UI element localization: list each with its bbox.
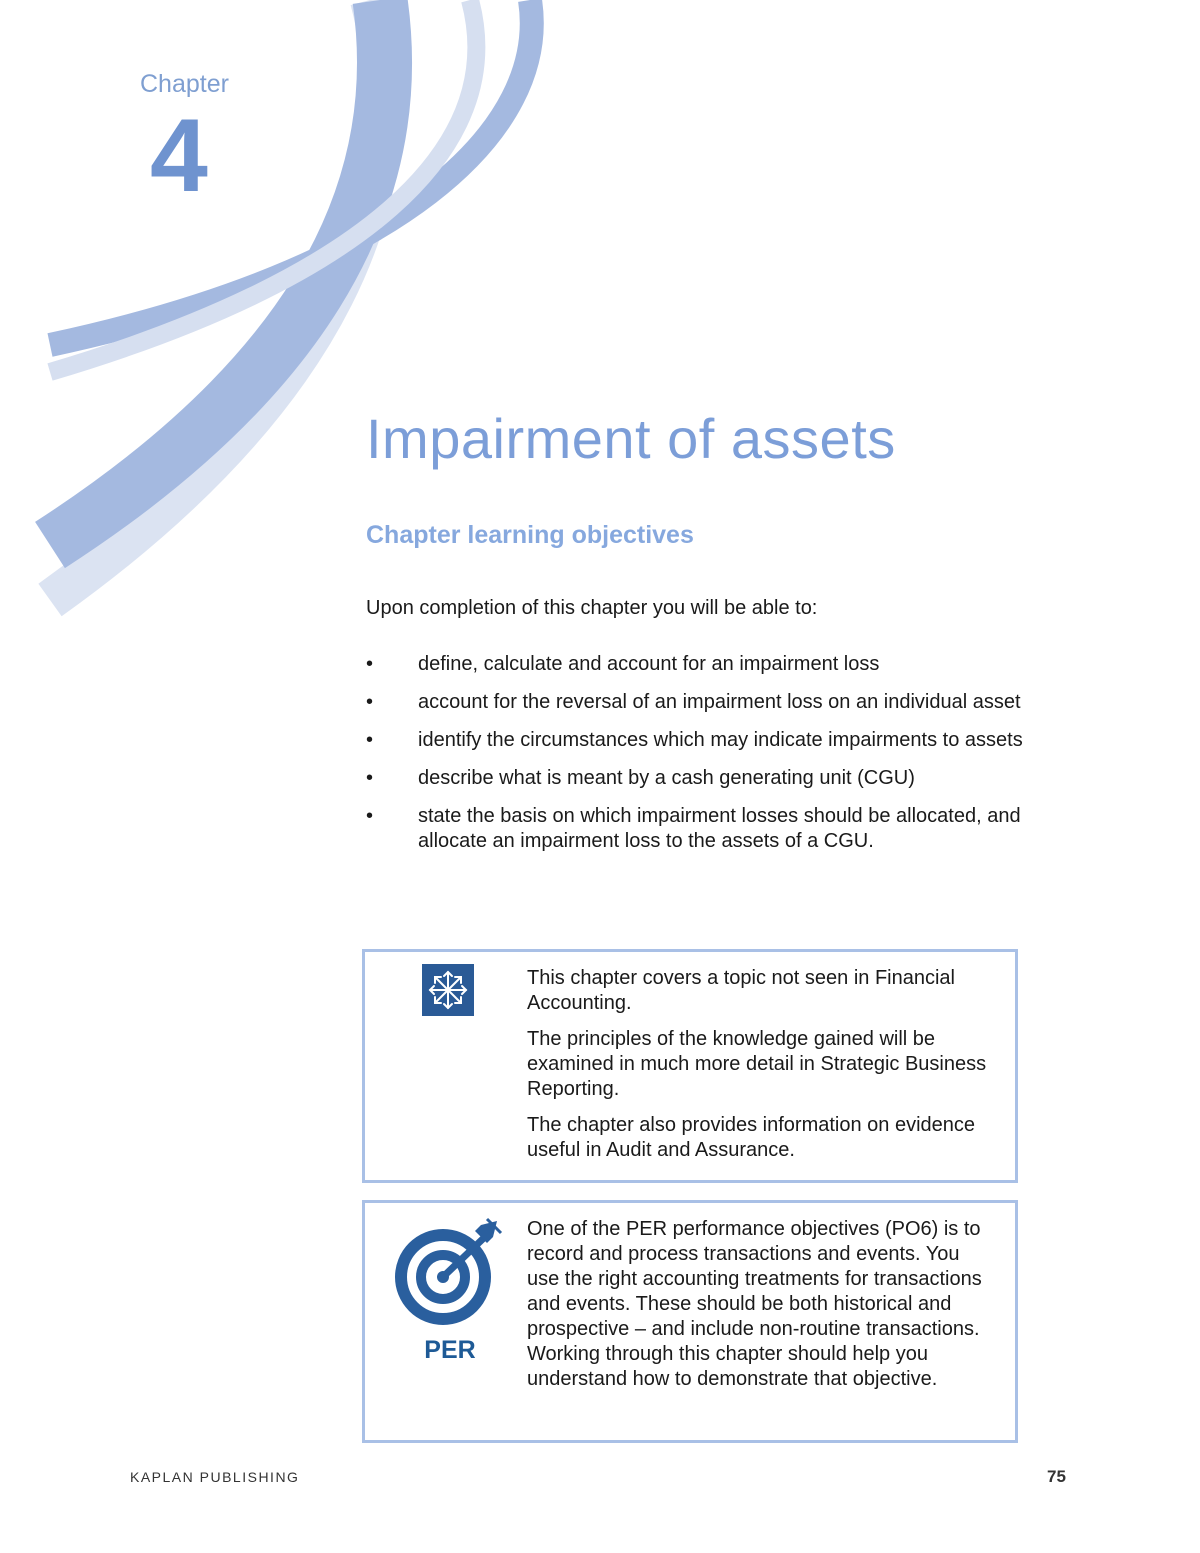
list-item <box>366 804 1026 854</box>
bullet: • <box>366 653 374 675</box>
info-box-text <box>527 966 997 1174</box>
objective-text: identify the circumstances which may indicate impairments to assets <box>418 729 1023 751</box>
per-badge <box>395 1217 505 1365</box>
objective-text: define, calculate and account for an impairment loss <box>418 653 880 675</box>
info-box <box>362 949 1018 1183</box>
per-label: PER <box>424 1336 476 1364</box>
list-item <box>366 690 1026 715</box>
bullet: • <box>366 729 374 751</box>
objective-text: account for the reversal of an impairment loss on an individual asset <box>418 691 1021 713</box>
intro-text: Upon completion of this chapter you will be able to: <box>366 597 818 619</box>
per-paragraph: One of the PER performance objectives (PO6) is to record and process transactions and events. You use the right accounting treatments for transactions and events. These should be both historical and prospective – and include non-routine transactions. Working through this chapter should help you understand how to demonstrate that objective. <box>527 1218 982 1390</box>
per-box <box>362 1200 1018 1443</box>
list-item <box>366 766 1026 791</box>
info-paragraph: The principles of the knowledge gained will be examined in much more detail in Strategic Business Reporting. <box>527 1028 987 1100</box>
bullet: • <box>366 805 374 827</box>
footer-publisher: KAPLAN PUBLISHING <box>130 1469 300 1485</box>
target-arrow-icon <box>395 1217 505 1327</box>
chapter-label: Chapter <box>140 70 229 98</box>
per-box-text <box>527 1217 997 1403</box>
objective-text: state the basis on which impairment losses should be allocated, and allocate an impairment loss to the assets of a CGU. <box>418 805 1021 852</box>
expand-arrows-icon <box>422 964 474 1021</box>
bullet: • <box>366 691 374 713</box>
list-item <box>366 728 1026 753</box>
bullet: • <box>366 767 374 789</box>
objectives-list <box>366 652 1026 867</box>
info-paragraph: The chapter also provides information on evidence useful in Audit and Assurance. <box>527 1114 976 1161</box>
section-heading: Chapter learning objectives <box>366 521 694 549</box>
objective-text: describe what is meant by a cash generating unit (CGU) <box>418 767 915 789</box>
list-item <box>366 652 1026 677</box>
page-title: Impairment of assets <box>366 407 896 470</box>
info-paragraph: This chapter covers a topic not seen in Financial Accounting. <box>527 967 955 1014</box>
page-number: 75 <box>1047 1467 1066 1486</box>
chapter-number: 4 <box>150 98 208 214</box>
